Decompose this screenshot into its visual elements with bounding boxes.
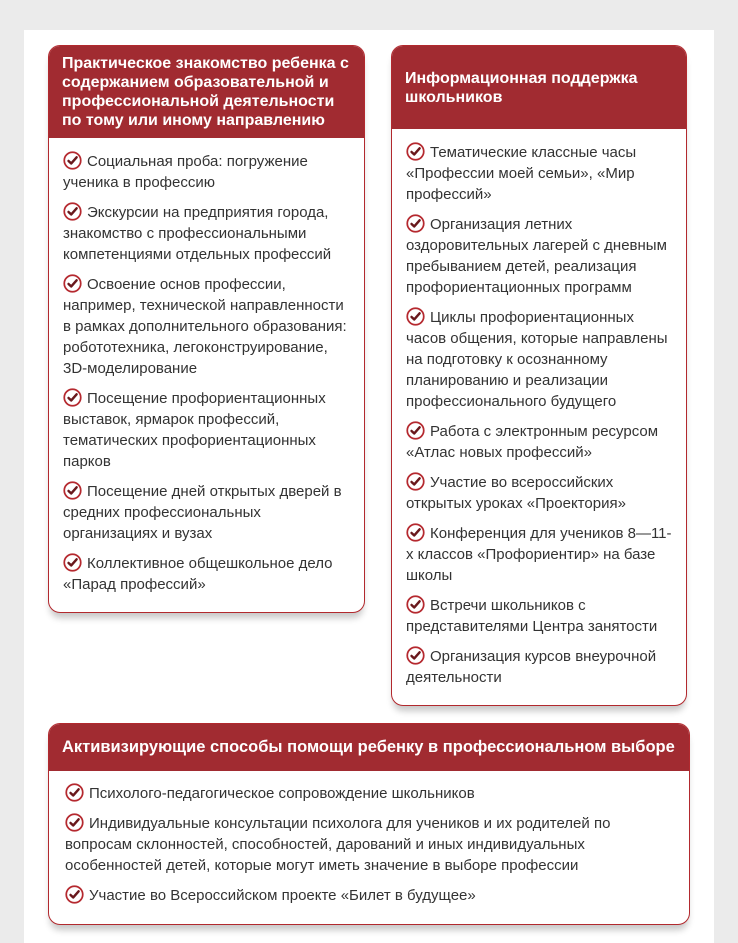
check-circle-icon bbox=[406, 472, 425, 491]
check-circle-icon bbox=[406, 595, 425, 614]
check-circle-icon bbox=[406, 523, 425, 542]
list-item-text: Организация курсов внеурочной деятельности bbox=[406, 648, 657, 686]
list-item bbox=[406, 646, 672, 688]
check-circle-icon bbox=[65, 885, 84, 904]
list-item bbox=[406, 142, 672, 205]
check-circle-icon bbox=[63, 202, 82, 221]
card-info-support-title: Информационная поддержка школьников bbox=[405, 69, 638, 106]
list-item bbox=[63, 388, 350, 472]
list-item bbox=[406, 421, 672, 463]
check-circle-icon bbox=[406, 142, 425, 161]
list-item bbox=[65, 885, 673, 906]
list-item-text: Коллективное общешкольное дело «Парад профессий» bbox=[63, 555, 333, 593]
check-circle-icon bbox=[406, 307, 425, 326]
list-item bbox=[63, 481, 350, 544]
card-practical-title: Практическое знакомство ребенка с содержанием образовательной и профессиональной деятельности по тому или иному направлению bbox=[62, 55, 349, 129]
card-practical-familiarization bbox=[48, 45, 365, 613]
list-item bbox=[63, 274, 350, 379]
list-item-text: Посещение профориентационных выставок, ярмарок профессий, тематических профориентационных парков bbox=[63, 390, 326, 470]
check-circle-icon bbox=[406, 214, 425, 233]
list-item-text: Участие во Всероссийском проекте «Билет в будущее» bbox=[89, 887, 476, 904]
list-item bbox=[406, 472, 672, 514]
list-item-text: Циклы профориентационных часов общения, которые направлены на подготовку к осознанному планированию и реализации профессионального будущего bbox=[406, 309, 668, 410]
list-item bbox=[65, 813, 673, 876]
card-activating-methods bbox=[48, 723, 690, 925]
check-circle-icon bbox=[63, 388, 82, 407]
card-activating-title: Активизирующие способы помощи ребенку в профессиональном выборе bbox=[62, 738, 675, 756]
list-item bbox=[406, 307, 672, 412]
list-item bbox=[406, 523, 672, 586]
content-panel bbox=[24, 30, 714, 943]
list-item bbox=[65, 783, 673, 804]
check-circle-icon bbox=[63, 481, 82, 500]
list-item-text: Конференция для учеников 8—11-х классов «Профориентир» на базе школы bbox=[406, 525, 672, 584]
list-item-text: Психолого-педагогическое сопровождение школьников bbox=[89, 785, 475, 802]
list-item bbox=[406, 595, 672, 637]
list-item-text: Тематические классные часы «Профессии моей семьи», «Мир профессий» bbox=[406, 144, 637, 203]
check-circle-icon bbox=[63, 151, 82, 170]
list-item-text: Социальная проба: погружение ученика в профессию bbox=[63, 153, 308, 191]
list-item bbox=[63, 553, 350, 595]
card-practical-header bbox=[49, 46, 364, 138]
card-info-support bbox=[391, 45, 687, 706]
list-item-text: Организация летних оздоровительных лагерей с дневным пребыванием детей, реализация профориентационных программ bbox=[406, 216, 667, 296]
list-item bbox=[63, 151, 350, 193]
card-activating-header bbox=[49, 724, 689, 771]
list-item-text: Освоение основ профессии, например, технической направленности в рамках дополнительного образования: робототехника, легоконструирование, 3D-моделирование bbox=[63, 276, 347, 377]
card-info-support-body bbox=[392, 129, 686, 705]
list-item-text: Участие во всероссийских открытых уроках «Проектория» bbox=[406, 474, 626, 512]
check-circle-icon bbox=[63, 274, 82, 293]
list-item-text: Индивидуальные консультации психолога для учеников и их родителей по вопросам склонностей, способностей, дарований и иных индивидуальных особенностей детей, которые могут иметь значение в выборе профессии bbox=[65, 815, 611, 874]
card-practical-body bbox=[49, 138, 364, 612]
check-circle-icon bbox=[63, 553, 82, 572]
check-circle-icon bbox=[65, 813, 84, 832]
list-item-text: Работа с электронным ресурсом «Атлас новых профессий» bbox=[406, 423, 659, 461]
card-info-support-header bbox=[392, 46, 686, 129]
check-circle-icon bbox=[406, 646, 425, 665]
list-item-text: Встречи школьников с представителями Центра занятости bbox=[406, 597, 658, 635]
list-item-text: Экскурсии на предприятия города, знакомство с профессиональными компетенциями отдельных профессий bbox=[63, 204, 332, 263]
list-item bbox=[406, 214, 672, 298]
check-circle-icon bbox=[406, 421, 425, 440]
list-item-text: Посещение дней открытых дверей в средних профессиональных организациях и вузах bbox=[63, 483, 342, 542]
top-cards-row bbox=[48, 45, 690, 706]
list-item bbox=[63, 202, 350, 265]
check-circle-icon bbox=[65, 783, 84, 802]
